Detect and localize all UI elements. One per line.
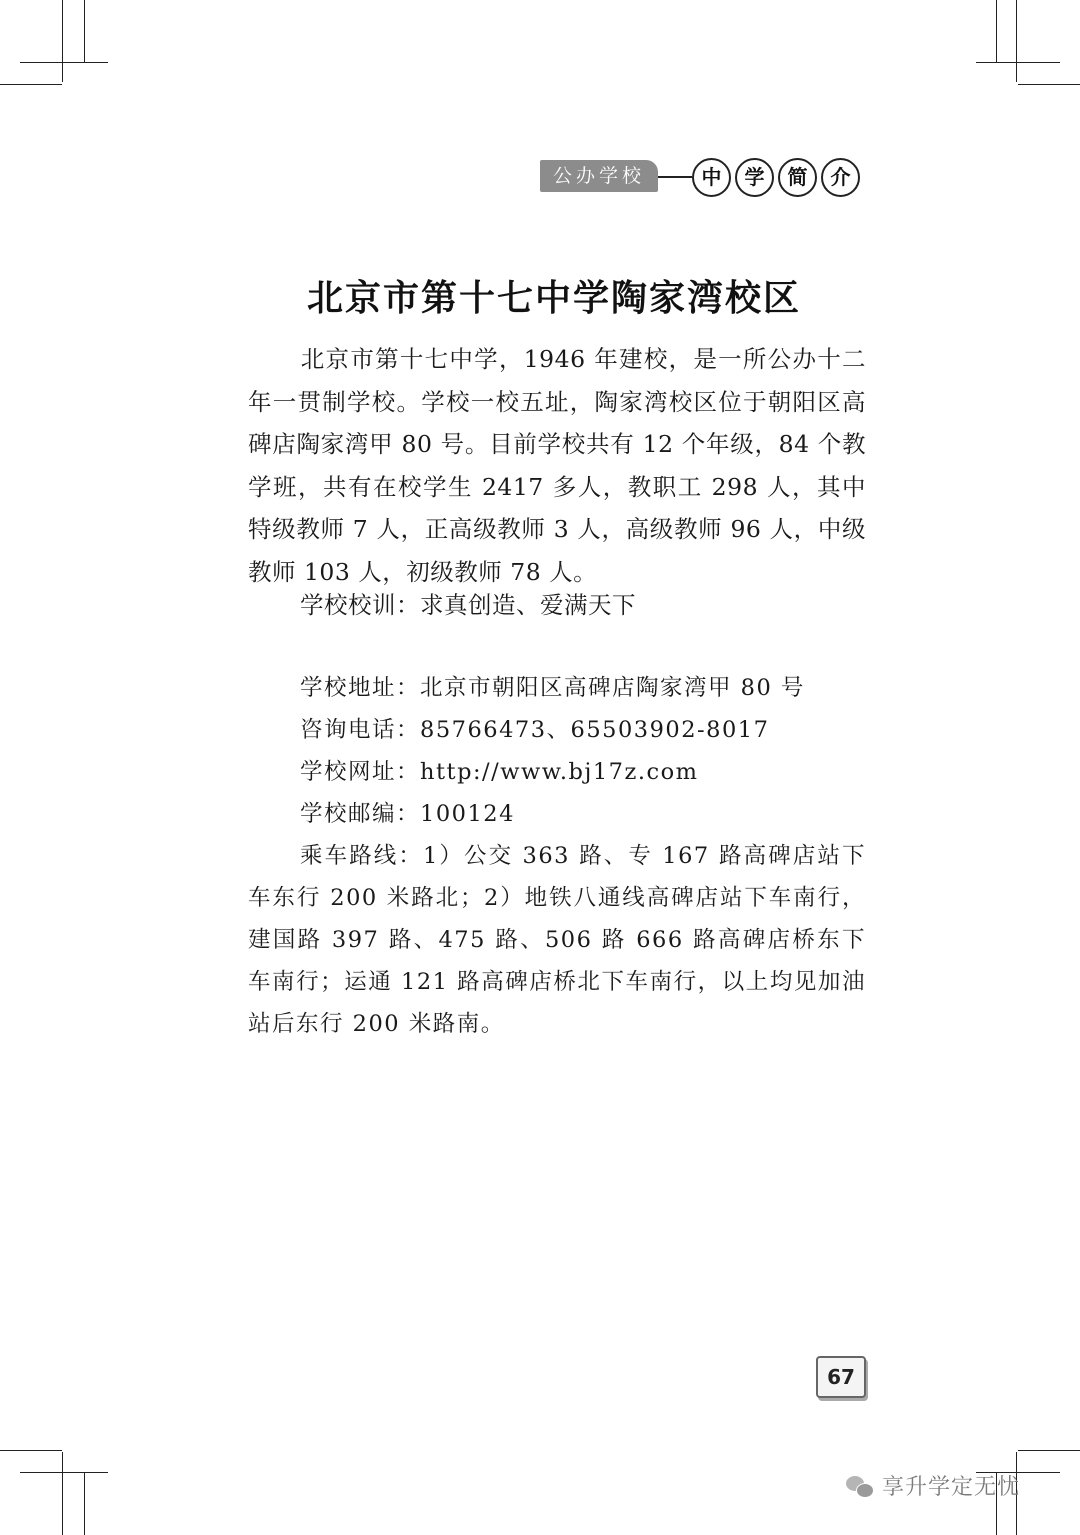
crop-mark (84, 0, 85, 62)
crop-mark (0, 1450, 62, 1451)
crop-mark (976, 62, 1060, 63)
crop-mark (996, 0, 997, 62)
contact-info (248, 667, 866, 1045)
crop-mark (20, 1472, 108, 1473)
crop-mark (84, 1472, 85, 1535)
section-tag: 公办学校 (540, 160, 658, 192)
school-motto: 学校校训：求真创造、爱满天下 (300, 591, 636, 619)
page-number: 67 (816, 1356, 866, 1398)
crop-mark (1016, 0, 1017, 82)
page-title: 北京市第十七中学陶家湾校区 (306, 278, 801, 319)
crop-mark (20, 62, 108, 63)
series-char: 学 (735, 158, 774, 197)
postcode-line: 学校邮编：100124 (300, 801, 515, 827)
address-line: 学校地址：北京市朝阳区高碑店陶家湾甲 80 号 (300, 675, 805, 701)
watermark (846, 1470, 1020, 1501)
series-char: 简 (778, 158, 817, 197)
header-connector (658, 176, 692, 178)
crop-mark (0, 84, 62, 85)
phone-line: 咨询电话：85766473、65503902-8017 (300, 717, 770, 743)
route-paragraph: 乘车路线：1）公交 363 路、专 167 路高碑店站下车东行 200 米路北；2）地铁八通线高碑店站下车南行，建国路 397 路、475 路、506 路 666 路高碑店桥东下车南行；运通 121 路高碑店桥北下车南行，以上均见加油站后东行 200 米路南。 (248, 843, 866, 1037)
intro-paragraph (248, 338, 866, 593)
crop-mark (1018, 84, 1080, 85)
crop-mark (62, 1452, 63, 1535)
website-line: 学校网址：http://www.bj17z.com (300, 759, 699, 785)
wechat-icon (846, 1472, 874, 1500)
intro-text: 北京市第十七中学，1946 年建校，是一所公办十二年一贯制学校。学校一校五址，陶家湾校区位于朝阳区高碑店陶家湾甲 80 号。目前学校共有 12 个年级，84 个教学班，共有在校学生 2417 多人，教职工 298 人，其中特级教师 7 人，正高级教师 3 人，高级教师 96 人，中级教师 103 人，初级教师 78 人。 (248, 345, 866, 586)
crop-mark (62, 0, 63, 82)
watermark-text: 享升学定无忧 (882, 1475, 1021, 1500)
series-char: 介 (821, 158, 860, 197)
crop-mark (1018, 1450, 1080, 1451)
series-title (692, 158, 860, 197)
series-char: 中 (692, 158, 731, 197)
